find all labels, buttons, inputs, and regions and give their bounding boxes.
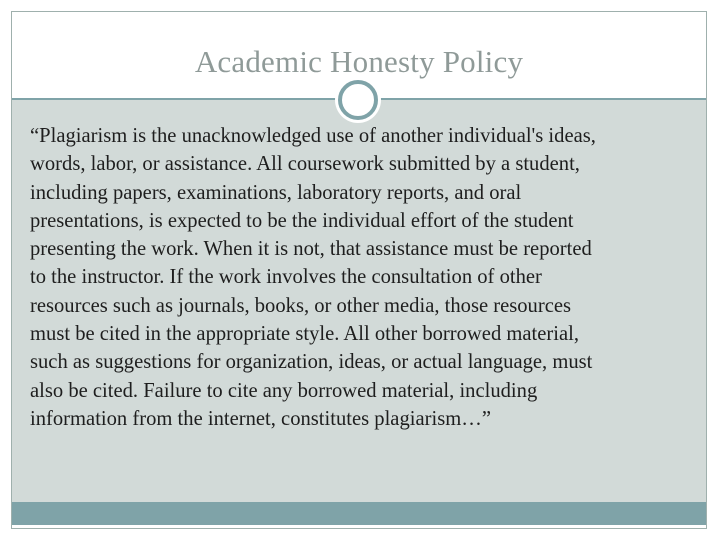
policy-line: words, labor, or assistance. All coursework submitted by a student, <box>30 153 580 176</box>
policy-line: such as suggestions for organization, ideas, or actual language, must <box>30 351 593 374</box>
policy-line: including papers, examinations, laboratory reports, and oral <box>30 181 522 204</box>
policy-line: must be cited in the appropriate style. All other borrowed material, <box>30 323 580 346</box>
policy-line: information from the internet, constitutes plagiarism…” <box>30 407 491 430</box>
policy-quote <box>30 122 702 433</box>
footer-strip <box>12 525 706 528</box>
policy-line: “Plagiarism is the unacknowledged use of another individual's ideas, <box>30 125 596 147</box>
policy-line: presentations, is expected to be the individual effort of the student <box>30 209 574 232</box>
policy-line: also be cited. Failure to cite any borrowed material, including <box>30 379 538 402</box>
circle-ornament-icon <box>338 80 378 120</box>
policy-line: presenting the work. When it is not, that assistance must be reported <box>30 238 592 261</box>
footer-bar <box>12 502 706 525</box>
policy-line: resources such as journals, books, or other media, those resources <box>30 294 572 317</box>
policy-line: to the instructor. If the work involves the consultation of other <box>30 266 542 289</box>
slide-title: Academic Honesty Policy <box>194 44 524 79</box>
